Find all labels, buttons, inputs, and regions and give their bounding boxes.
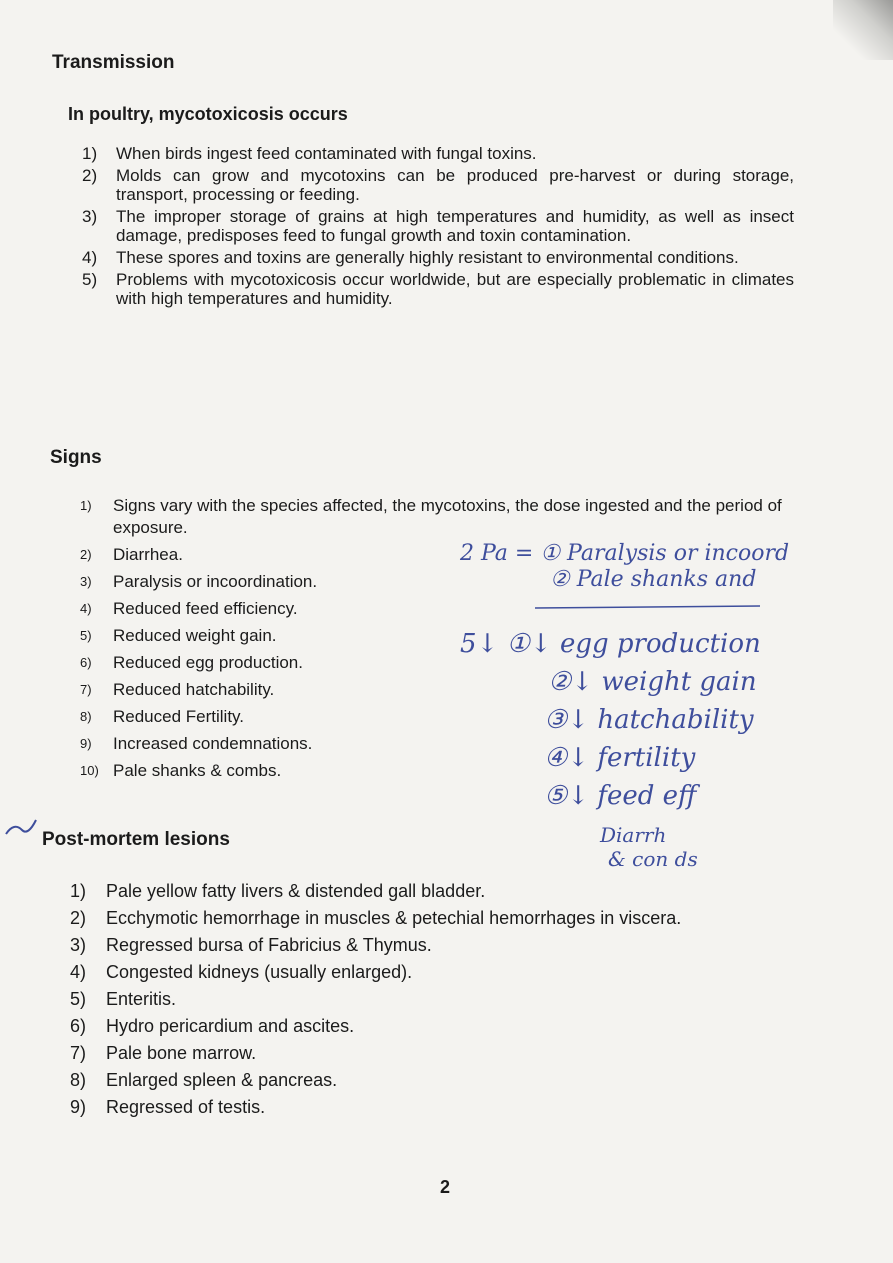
handwritten-line: & con ds: [608, 847, 698, 871]
transmission-list: [82, 144, 794, 311]
page-corner-shadow: [833, 0, 893, 60]
lesions-heading: Post-mortem lesions: [42, 829, 230, 850]
handwritten-line: ② Pale shanks and: [550, 567, 757, 592]
list-item: 7) Reduced hatchability.: [80, 680, 275, 699]
list-item: 10) Pale shanks & combs.: [80, 761, 282, 780]
list-item: 4) Congested kidneys (usually enlarged).: [70, 962, 413, 982]
page-number: 2: [440, 1177, 451, 1197]
list-item: 9) Increased condemnations.: [80, 734, 313, 753]
list-item: 1) Signs vary with the species affected, the mycotoxins, the dose ingested and the period of exposure.: [80, 496, 782, 537]
list-item: 4) These spores and toxins are generally highly resistant to environmental conditions.: [82, 248, 739, 267]
list-item: 1) Pale yellow fatty livers & distended gall bladder.: [70, 881, 486, 901]
list-item: 9) Regressed of testis.: [70, 1097, 266, 1117]
list-item: 5) Problems with mycotoxicosis occur worldwide, but are especially problematic in climates with high temperatures and humidity.: [82, 270, 794, 308]
signs-heading: Signs: [50, 447, 102, 468]
handwritten-line: ⑤↓ feed eff: [544, 781, 697, 811]
list-item: 3) The improper storage of grains at high temperatures and humidity, as well as insect damage, predisposes feed to fungal growth and toxin contamination.: [82, 207, 794, 245]
list-item: 5) Enteritis.: [70, 989, 177, 1009]
handwritten-underline: [535, 606, 760, 608]
list-item: 8) Enlarged spleen & pancreas.: [70, 1070, 338, 1090]
list-item: 7) Pale bone marrow.: [70, 1043, 257, 1063]
list-item: 2) Molds can grow and mycotoxins can be produced pre-harvest or during storage, transport, processing or feeding.: [82, 166, 794, 204]
handwritten-line: ④↓ fertility: [544, 743, 696, 773]
handwritten-line: Diarrh: [600, 823, 667, 847]
list-item: 2) Ecchymotic hemorrhage in muscles & petechial hemorrhages in viscera.: [70, 908, 682, 928]
list-item: 6) Hydro pericardium and ascites.: [70, 1016, 355, 1036]
handwritten-notes: [440, 520, 890, 900]
list-item: 5) Reduced weight gain.: [80, 626, 277, 645]
list-item: 3) Regressed bursa of Fabricius & Thymus.: [70, 935, 432, 955]
transmission-heading: Transmission: [52, 52, 175, 73]
list-item: 4) Reduced feed efficiency.: [80, 599, 298, 618]
list-item: 8) Reduced Fertility.: [80, 707, 245, 726]
lesions-list: [70, 880, 830, 1123]
handwritten-line: 5↓ ①↓ egg production: [460, 629, 761, 659]
list-item: 3) Paralysis or incoordination.: [80, 572, 318, 591]
handwritten-line: ②↓ weight gain: [548, 667, 757, 697]
list-item: 1) When birds ingest feed contaminated with fungal toxins.: [82, 144, 537, 163]
transmission-subheading: In poultry, mycotoxicosis occurs: [68, 104, 348, 124]
handwritten-line: ③↓ hatchability: [544, 705, 754, 735]
list-item: 6) Reduced egg production.: [80, 653, 303, 672]
handwritten-line: 2 Pa = ① Paralysis or incoord: [460, 541, 790, 566]
handwritten-mark: [2, 812, 42, 842]
list-item: 2) Diarrhea.: [80, 545, 183, 564]
